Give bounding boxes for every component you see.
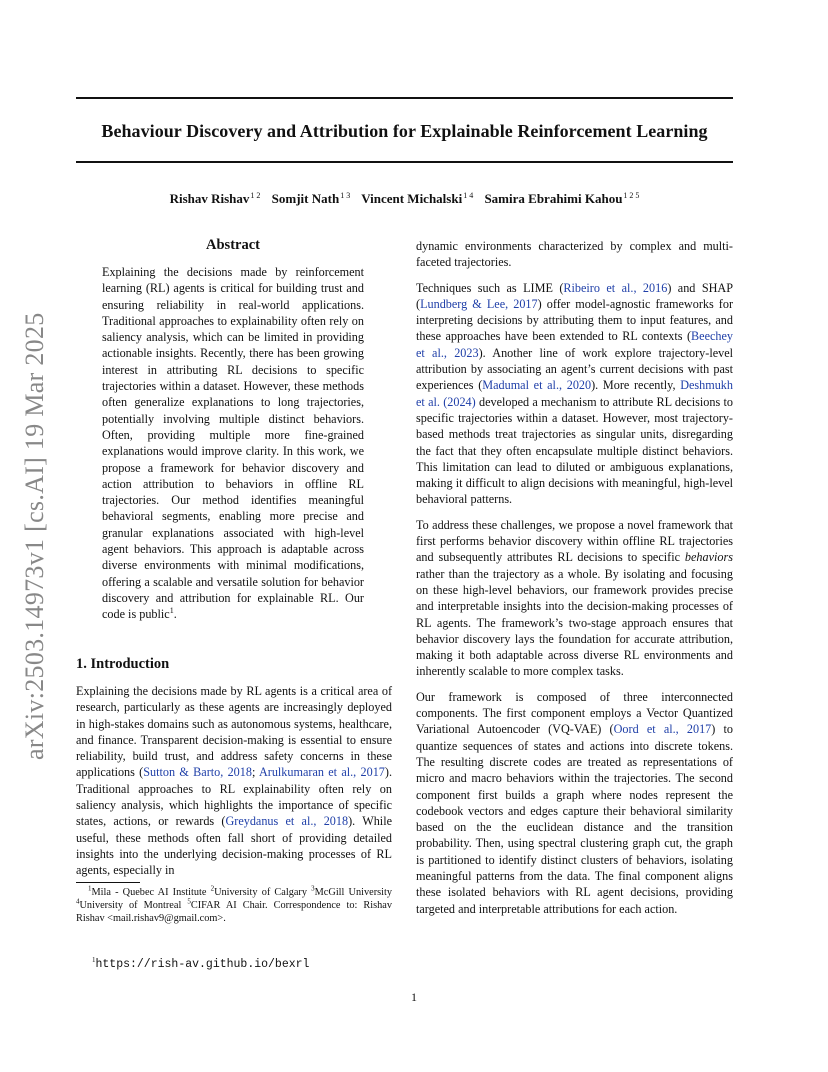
paragraph-text: Our framework is composed of three interconnected components. The first component employs a Vector Quantized Variational Autoencoder (VQ-VAE) ( bbox=[416, 689, 733, 737]
footnote-text: University of Montreal bbox=[79, 900, 188, 911]
paragraph-text: To address these challenges, we propose a novel framework that first performs behavior discovery within offline RL trajectories and subsequently attributes RL decisions to specific bbox=[416, 517, 733, 565]
paragraph-text: ; bbox=[251, 765, 259, 780]
citation-link[interactable]: Oord et al., 2017 bbox=[613, 722, 712, 737]
author-name: Samira Ebrahimi Kahou bbox=[484, 191, 623, 206]
footnote-mark: 1 bbox=[92, 956, 96, 965]
footnote-text: CIFAR AI Chair. Correspondence to: Rishav Rishav <mail.rishav9@gmail.com>. bbox=[76, 900, 392, 924]
footnote-mark: 4 bbox=[76, 897, 80, 906]
paragraph bbox=[416, 517, 733, 680]
footnote-mark: 3 bbox=[311, 884, 315, 893]
citation-link[interactable]: Sutton & Barto, 2018 bbox=[143, 765, 252, 780]
author-affiliation: 1 2 bbox=[250, 190, 261, 200]
abstract-heading: Abstract bbox=[206, 237, 260, 253]
abstract-text: Explaining the decisions made by reinforcement learning (RL) agents is critical for building trust and ensuring reliability in real-world applications. Traditional approaches to explainability often rely on saliency analysis, which can be limited in providing actionable insights. Recently, there has been growing interest in attributing RL decisions to specific trajectories within a dataset. However, these methods often generalize explanations to long trajectories, potentially involving multiple distinct behaviors. Often, providing multiple more fine-grained explanations would improve clarity. In this work, we propose a framework for behavior discovery and action attribution to behaviors in offline RL trajectories. Our method identifies meaningful behavioral segments, enabling more precise and granular explanations associated with high-level agent behaviors. This approach is adaptable across diverse environments with minimal modifications, offering a scalable and versatile solution for behavior discovery and attribution for explainable RL. Our code is public bbox=[102, 265, 364, 622]
arxiv-stamp: arXiv:2503.14973v1 [cs.AI] 19 Mar 2025 bbox=[20, 312, 49, 760]
title-top-rule bbox=[76, 97, 733, 99]
paragraph bbox=[416, 238, 733, 271]
author bbox=[484, 191, 639, 206]
paragraph-text: rather than the trajectory as a whole. By isolating and focusing on these high-level behaviors, our framework provides precise and interpretable insights into the decision-making processes of RL agents. The framework’s two-stage approach ensures that behavior discovery lays the foundation for accurate attribution, making it both adaptable across diverse RL environments and inherently scalable to more complex tasks. bbox=[416, 566, 733, 679]
emphasis: behaviors bbox=[684, 550, 733, 565]
citation-link[interactable]: Ribeiro et al., 2016 bbox=[563, 280, 668, 295]
footnote-text: University of Calgary bbox=[214, 887, 312, 898]
author bbox=[170, 191, 269, 206]
abstract-end: . bbox=[173, 607, 177, 622]
footnote-text: Mila - Quebec AI Institute bbox=[91, 887, 211, 898]
section-heading-introduction: 1. Introduction bbox=[76, 656, 170, 672]
page-number: 1 bbox=[411, 990, 417, 1004]
citation-link[interactable]: Greydanus et al., 2018 bbox=[225, 814, 349, 829]
title-bottom-rule bbox=[76, 161, 733, 163]
author-affiliation: 1 4 bbox=[463, 190, 474, 200]
author-list bbox=[76, 191, 733, 207]
footnote-mark[interactable]: 1 bbox=[169, 606, 174, 616]
citation-link[interactable]: Madumal et al., 2020 bbox=[482, 378, 592, 393]
paper-title: Behaviour Discovery and Attribution for Explainable Reinforcement Learning bbox=[101, 121, 708, 141]
paragraph-text: ). Another line of work explore trajectory-level attribution by associating an agent’s current decisions with past experiences ( bbox=[416, 345, 733, 393]
paragraph bbox=[416, 280, 733, 508]
paragraph-text: Techniques such as LIME ( bbox=[416, 280, 564, 295]
paragraph-text: developed a mechanism to attribute RL decisions to specific trajectories within a dataset. However, most trajectory-based methods treat trajectories as singular units, disregarding the fact that they often encapsulate multiple distinct behaviors. This limitation can lead to diluted or ambiguous explanations, making it difficult to align decisions with meaningful, high-level behavioral patterns. bbox=[416, 394, 733, 507]
affiliation-footnote bbox=[76, 886, 392, 925]
paragraph-text: ) offer model-agnostic frameworks for interpreting decisions by attributing them to input features, and these approaches have been extended to RL contexts ( bbox=[416, 296, 733, 344]
author-name: Rishav Rishav bbox=[169, 191, 250, 206]
paragraph-text: ). Traditional approaches to RL explainability often rely on saliency analysis, which highlights the importance of specific states, actions, or rewards ( bbox=[76, 765, 393, 829]
author-name: Somjit Nath bbox=[271, 191, 340, 206]
code-url-link[interactable]: https://rish-av.github.io/bexrl bbox=[95, 958, 310, 971]
paragraph-text: ). More recently, bbox=[591, 378, 681, 393]
paragraph-text: ). While useful, these methods often fall short of providing detailed insights into the underlying decision-making processes of RL agents, especially in bbox=[76, 814, 392, 878]
right-column bbox=[416, 238, 733, 926]
citation-link[interactable]: Deshmukh et al. (2024) bbox=[416, 378, 733, 409]
author-affiliation: 1 2 5 bbox=[623, 190, 640, 200]
footnote-mark: 1 bbox=[88, 884, 92, 893]
paragraph bbox=[416, 689, 733, 917]
footnote-rule bbox=[76, 882, 140, 883]
footnote-mark: 5 bbox=[187, 897, 191, 906]
citation-link[interactable]: Arulkumaran et al., 2017 bbox=[258, 765, 385, 780]
code-footnote bbox=[92, 958, 309, 971]
author-affiliation: 1 3 bbox=[340, 190, 351, 200]
footnote-mark: 2 bbox=[210, 884, 215, 893]
author-name: Vincent Michalski bbox=[361, 191, 463, 206]
paragraph-text: ) and SHAP ( bbox=[416, 280, 733, 311]
paragraph-text: Explaining the decisions made by RL agents is a critical area of research, particularly as these agents are increasingly deployed in high-stakes domains such as autonomous systems, healthcare, and finance. Transparent decision-making is essential to ensure reliability, build trust, and address safety concerns in these applications ( bbox=[76, 684, 392, 780]
author bbox=[361, 191, 481, 206]
introduction-paragraph bbox=[76, 683, 392, 879]
footnote-text: McGill University bbox=[314, 887, 393, 898]
citation-link[interactable]: Beechey et al., 2023 bbox=[416, 329, 733, 360]
author bbox=[272, 191, 359, 206]
citation-link[interactable]: Lundberg & Lee, 2017 bbox=[420, 296, 538, 311]
abstract-body bbox=[102, 264, 364, 623]
paragraph-text: dynamic environments characterized by complex and multi-faceted trajectories. bbox=[416, 239, 733, 270]
paragraph-text: ) to quantize sequences of states and actions into discrete tokens. The resulting discrete codes are treated as representations of micro and macro behaviors within the trajectories. The second component first builds a graph where nodes represent the codebook vectors and edges capture their behavioral similarity based on the the euclidean distance and the transition probability. Then, using spectral clustering graph cut, the graph is partitioned to identify distinct clusters of behaviors, isolating meaningful patterns from the data. The final component aligns these isolated behaviors with RL agent decisions, providing targeted and interpretable attributions for each action. bbox=[416, 722, 733, 916]
